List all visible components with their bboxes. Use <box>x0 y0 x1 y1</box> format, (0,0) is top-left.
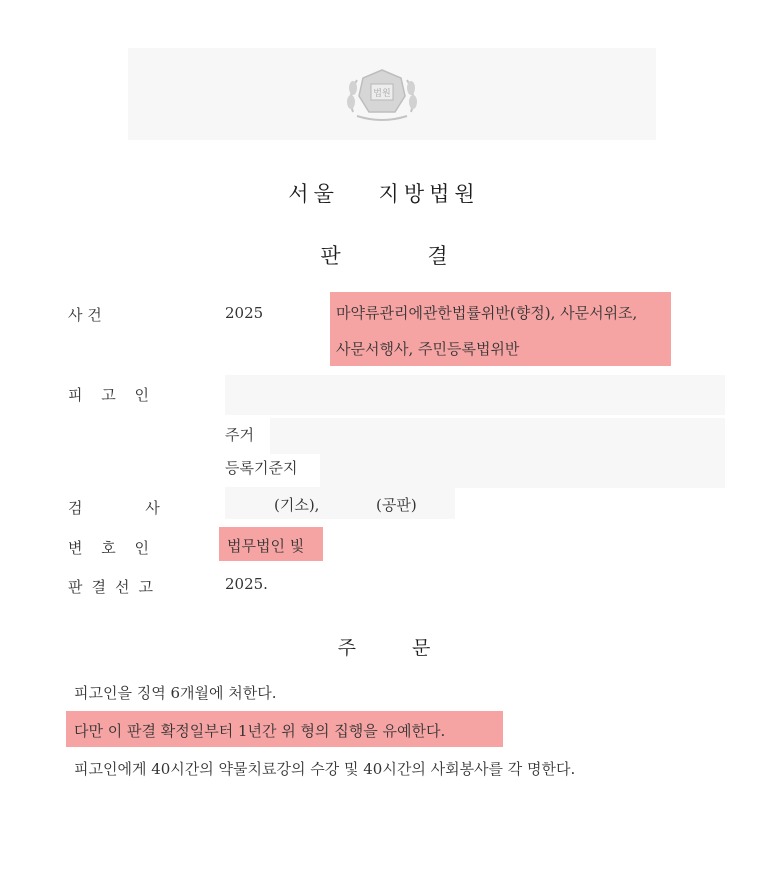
document-title: 판 결 <box>320 244 448 268</box>
redaction-patch <box>320 452 725 488</box>
case-number: 2025 <box>225 304 264 322</box>
attorney-value: 법무법인 빛 <box>227 537 305 555</box>
charges-line-1: 마약류관리에관한법률위반(향정), 사문서위조, <box>336 304 638 322</box>
disposition-title: 주 문 <box>337 637 431 659</box>
defendant-label: 피 고 인 <box>68 386 150 404</box>
court-title: 서울 지방법원 <box>288 182 480 206</box>
address-label: 주거 <box>225 426 254 444</box>
redaction-patch <box>225 487 455 519</box>
redaction-patch <box>270 418 725 454</box>
prosecutor-indictment: (기소), <box>274 496 320 514</box>
attorney-label: 변 호 인 <box>68 539 150 557</box>
disposition-line-1: 피고인을 징역 6개월에 처한다. <box>74 684 277 702</box>
court-emblem <box>339 66 425 126</box>
registration-label: 등록기준지 <box>225 459 298 477</box>
sentencing-date: 2025. <box>225 575 268 593</box>
emblem-text: 법원 <box>373 89 391 99</box>
case-label: 사 건 <box>68 306 102 324</box>
disposition-line-3: 피고인에게 40시간의 약물치료강의 수강 및 40시간의 사회봉사를 각 명한다. <box>74 760 576 778</box>
redaction-patch <box>225 375 725 415</box>
charges-line-2: 사문서행사, 주민등록법위반 <box>336 340 520 358</box>
prosecutor-trial: (공판) <box>376 496 417 514</box>
prosecutor-label: 검 사 <box>68 499 160 517</box>
disposition-line-2: 다만 이 판결 확정일부터 1년간 위 형의 집행을 유예한다. <box>74 722 446 740</box>
sentencing-label: 판결선고 <box>68 578 162 596</box>
